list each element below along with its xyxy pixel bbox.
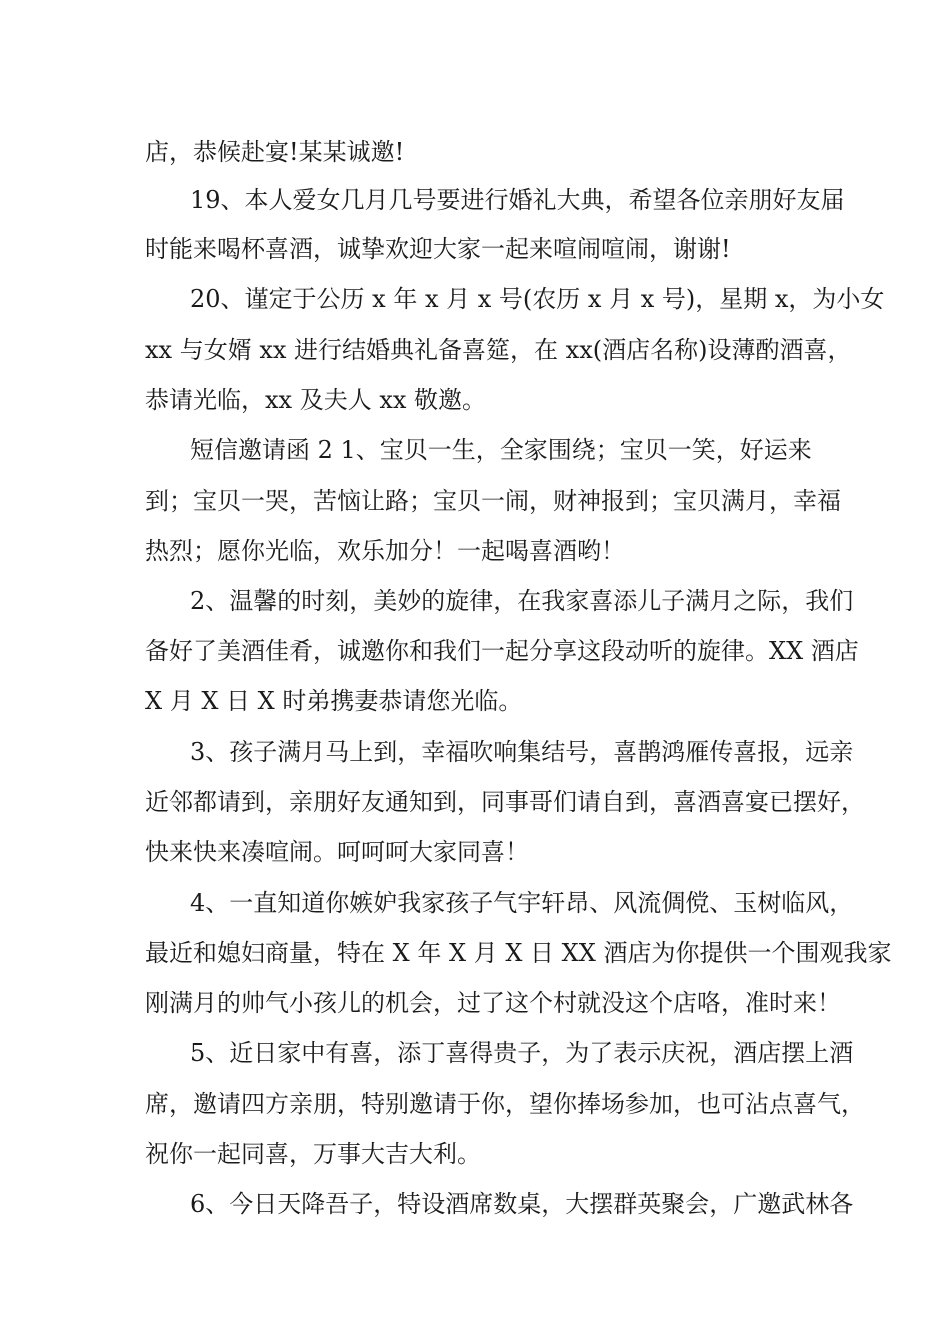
paragraph-20-line-1: 20、谨定于公历 x 年 x 月 x 号(农历 x 月 x 号)，星期 x，为小女 <box>190 285 885 313</box>
paragraph-20-line-3: 恭请光临，xx 及夫人 xx 敬邀。 <box>145 386 487 414</box>
paragraph-3-line-1: 3、孩子满月马上到，幸福吹响集结号，喜鹊鸿雁传喜报，远亲 <box>190 738 854 766</box>
paragraph-5-line-3: 祝你一起同喜，万事大吉大利。 <box>145 1140 481 1168</box>
paragraph-19-line-2: 时能来喝杯喜酒，诚挚欢迎大家一起来喧闹喧闹，谢谢! <box>145 235 731 263</box>
paragraph-20-line-2: xx 与女婿 xx 进行结婚典礼备喜筵，在 xx(酒店名称)设薄酌酒喜， <box>145 336 852 364</box>
paragraph-19-line-1: 19、本人爱女几月几号要进行婚礼大典，希望各位亲朋好友届 <box>190 186 845 214</box>
paragraph-4-line-3: 刚满月的帅气小孩儿的机会，过了这个村就没这个店咯，准时来！ <box>145 989 841 1017</box>
paragraph-1-line-3: 热烈；愿你光临，欢乐加分！一起喝喜酒哟！ <box>145 537 625 565</box>
paragraph-1-line-2: 到；宝贝一哭，苦恼让路；宝贝一闹，财神报到；宝贝满月，幸福 <box>145 487 841 515</box>
paragraph-3-line-3: 快来快来凑喧闹。呵呵呵大家同喜！ <box>145 838 529 866</box>
paragraph-6-line-1: 6、今日天降吾子，特设酒席数桌，大摆群英聚会，广邀武林各 <box>190 1190 854 1218</box>
section-heading-line: 短信邀请函 2 1、宝贝一生，全家围绕；宝贝一笑，好运来 <box>190 436 812 464</box>
paragraph-5-line-2: 席，邀请四方亲朋，特别邀请于你，望你捧场参加，也可沾点喜气， <box>145 1090 865 1118</box>
paragraph-2-line-1: 2、温馨的时刻，美妙的旋律，在我家喜添儿子满月之际，我们 <box>190 587 854 615</box>
paragraph-4-line-1: 4、一直知道你嫉妒我家孩子气宇轩昂、风流倜傥、玉树临风， <box>190 889 854 917</box>
paragraph-4-line-2: 最近和媳妇商量，特在 X 年 X 月 X 日 XX 酒店为你提供一个围观我家 <box>145 939 892 967</box>
paragraph-3-line-2: 近邻都请到，亲朋好友通知到，同事哥们请自到，喜酒喜宴已摆好， <box>145 788 865 816</box>
paragraph-2-line-2: 备好了美酒佳肴，诚邀你和我们一起分享这段动听的旋律。XX 酒店 <box>145 637 859 665</box>
paragraph-5-line-1: 5、近日家中有喜，添丁喜得贵子，为了表示庆祝，酒店摆上酒 <box>190 1039 854 1067</box>
paragraph-2-line-3: X 月 X 日 X 时弟携妻恭请您光临。 <box>145 687 523 715</box>
text-line: 店，恭候赴宴!某某诚邀! <box>145 138 405 166</box>
